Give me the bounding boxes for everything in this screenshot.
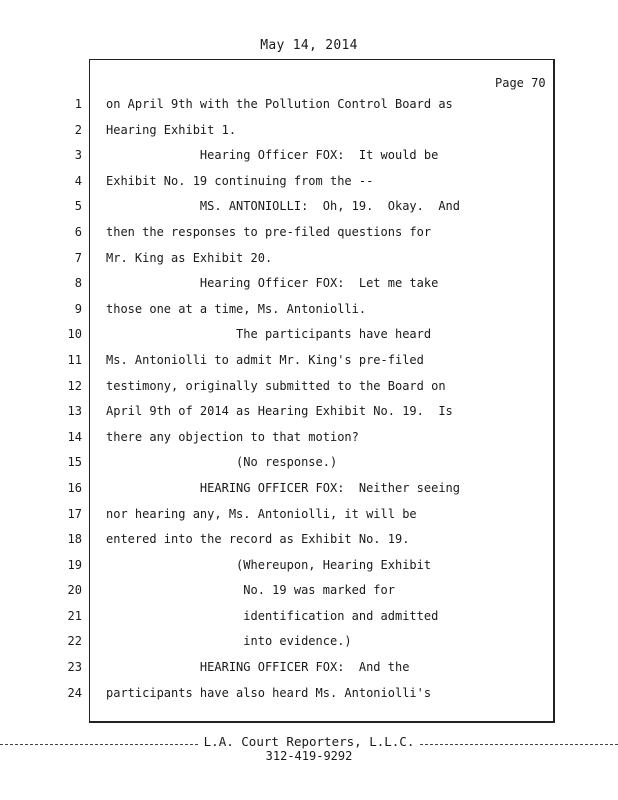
page-number: Page 70 xyxy=(495,76,546,90)
line-number: 16 xyxy=(67,480,82,495)
transcript-line: Mr. King as Exhibit 20. xyxy=(106,250,273,265)
line-number: 4 xyxy=(74,173,82,188)
line-number: 8 xyxy=(74,276,82,291)
transcript-line: there any objection to that motion? xyxy=(106,429,359,444)
transcript-line: testimony, originally submitted to the Board on xyxy=(106,378,446,393)
transcript-line: participants have also heard Ms. Antoniolli's xyxy=(106,685,432,700)
transcript-line: Exhibit No. 19 continuing from the -- xyxy=(106,173,374,188)
transcript-date: May 14, 2014 xyxy=(260,38,358,53)
transcript-line: identification and admitted xyxy=(106,608,439,623)
line-number: 13 xyxy=(67,404,82,419)
line-number: 15 xyxy=(67,455,82,470)
transcript-line: Hearing Officer FOX: Let me take xyxy=(106,276,439,291)
line-number: 20 xyxy=(67,583,82,598)
line-number: 12 xyxy=(67,378,82,393)
transcript-line: Hearing Officer FOX: It would be xyxy=(106,148,439,163)
line-number: 3 xyxy=(74,148,82,163)
transcript-line: The participants have heard xyxy=(106,327,432,342)
transcript-line: entered into the record as Exhibit No. 19. xyxy=(106,532,410,547)
transcript-text xyxy=(106,92,546,706)
transcript-line: into evidence.) xyxy=(106,634,352,649)
transcript-line: No. 19 was marked for xyxy=(106,583,395,598)
court-reporter-name xyxy=(0,734,618,749)
line-number: 1 xyxy=(74,97,82,111)
transcript-line: on April 9th with the Pollution Control Board as xyxy=(106,97,453,111)
transcript-line: MS. ANTONIOLLI: Oh, 19. Okay. And xyxy=(106,199,461,214)
transcript-line: Hearing Exhibit 1. xyxy=(106,122,237,137)
transcript-line: April 9th of 2014 as Hearing Exhibit No. 19. Is xyxy=(106,404,453,419)
line-number: 23 xyxy=(67,660,82,675)
transcript-line: (No response.) xyxy=(106,455,338,470)
line-number: 2 xyxy=(74,122,82,137)
transcript-line: then the responses to pre-filed questions for xyxy=(106,224,432,239)
transcript-line: those one at a time, Ms. Antoniolli. xyxy=(106,301,367,316)
line-number: 6 xyxy=(74,224,82,239)
line-number: 18 xyxy=(67,532,82,547)
line-number: 7 xyxy=(74,250,82,265)
line-number: 10 xyxy=(67,327,82,342)
transcript-line: nor hearing any, Ms. Antoniolli, it will be xyxy=(106,506,417,521)
line-number-column xyxy=(50,92,82,706)
transcript-line: Ms. Antoniolli to admit Mr. King's pre-filed xyxy=(106,352,424,367)
court-reporter-phone: 312-419-9292 xyxy=(265,749,353,763)
line-number: 9 xyxy=(74,301,82,316)
transcript-line: HEARING OFFICER FOX: And the xyxy=(106,660,410,675)
transcript-line: (Whereupon, Hearing Exhibit xyxy=(106,557,432,572)
line-number: 21 xyxy=(67,608,82,623)
line-number: 22 xyxy=(67,634,82,649)
court-reporter-name-text: L.A. Court Reporters, L.L.C. xyxy=(200,734,419,749)
line-number: 24 xyxy=(67,685,82,700)
line-number: 14 xyxy=(67,429,82,444)
line-number: 17 xyxy=(67,506,82,521)
line-number: 11 xyxy=(67,352,82,367)
line-number: 19 xyxy=(67,557,82,572)
transcript-line: HEARING OFFICER FOX: Neither seeing xyxy=(106,480,461,495)
line-number: 5 xyxy=(74,199,82,214)
